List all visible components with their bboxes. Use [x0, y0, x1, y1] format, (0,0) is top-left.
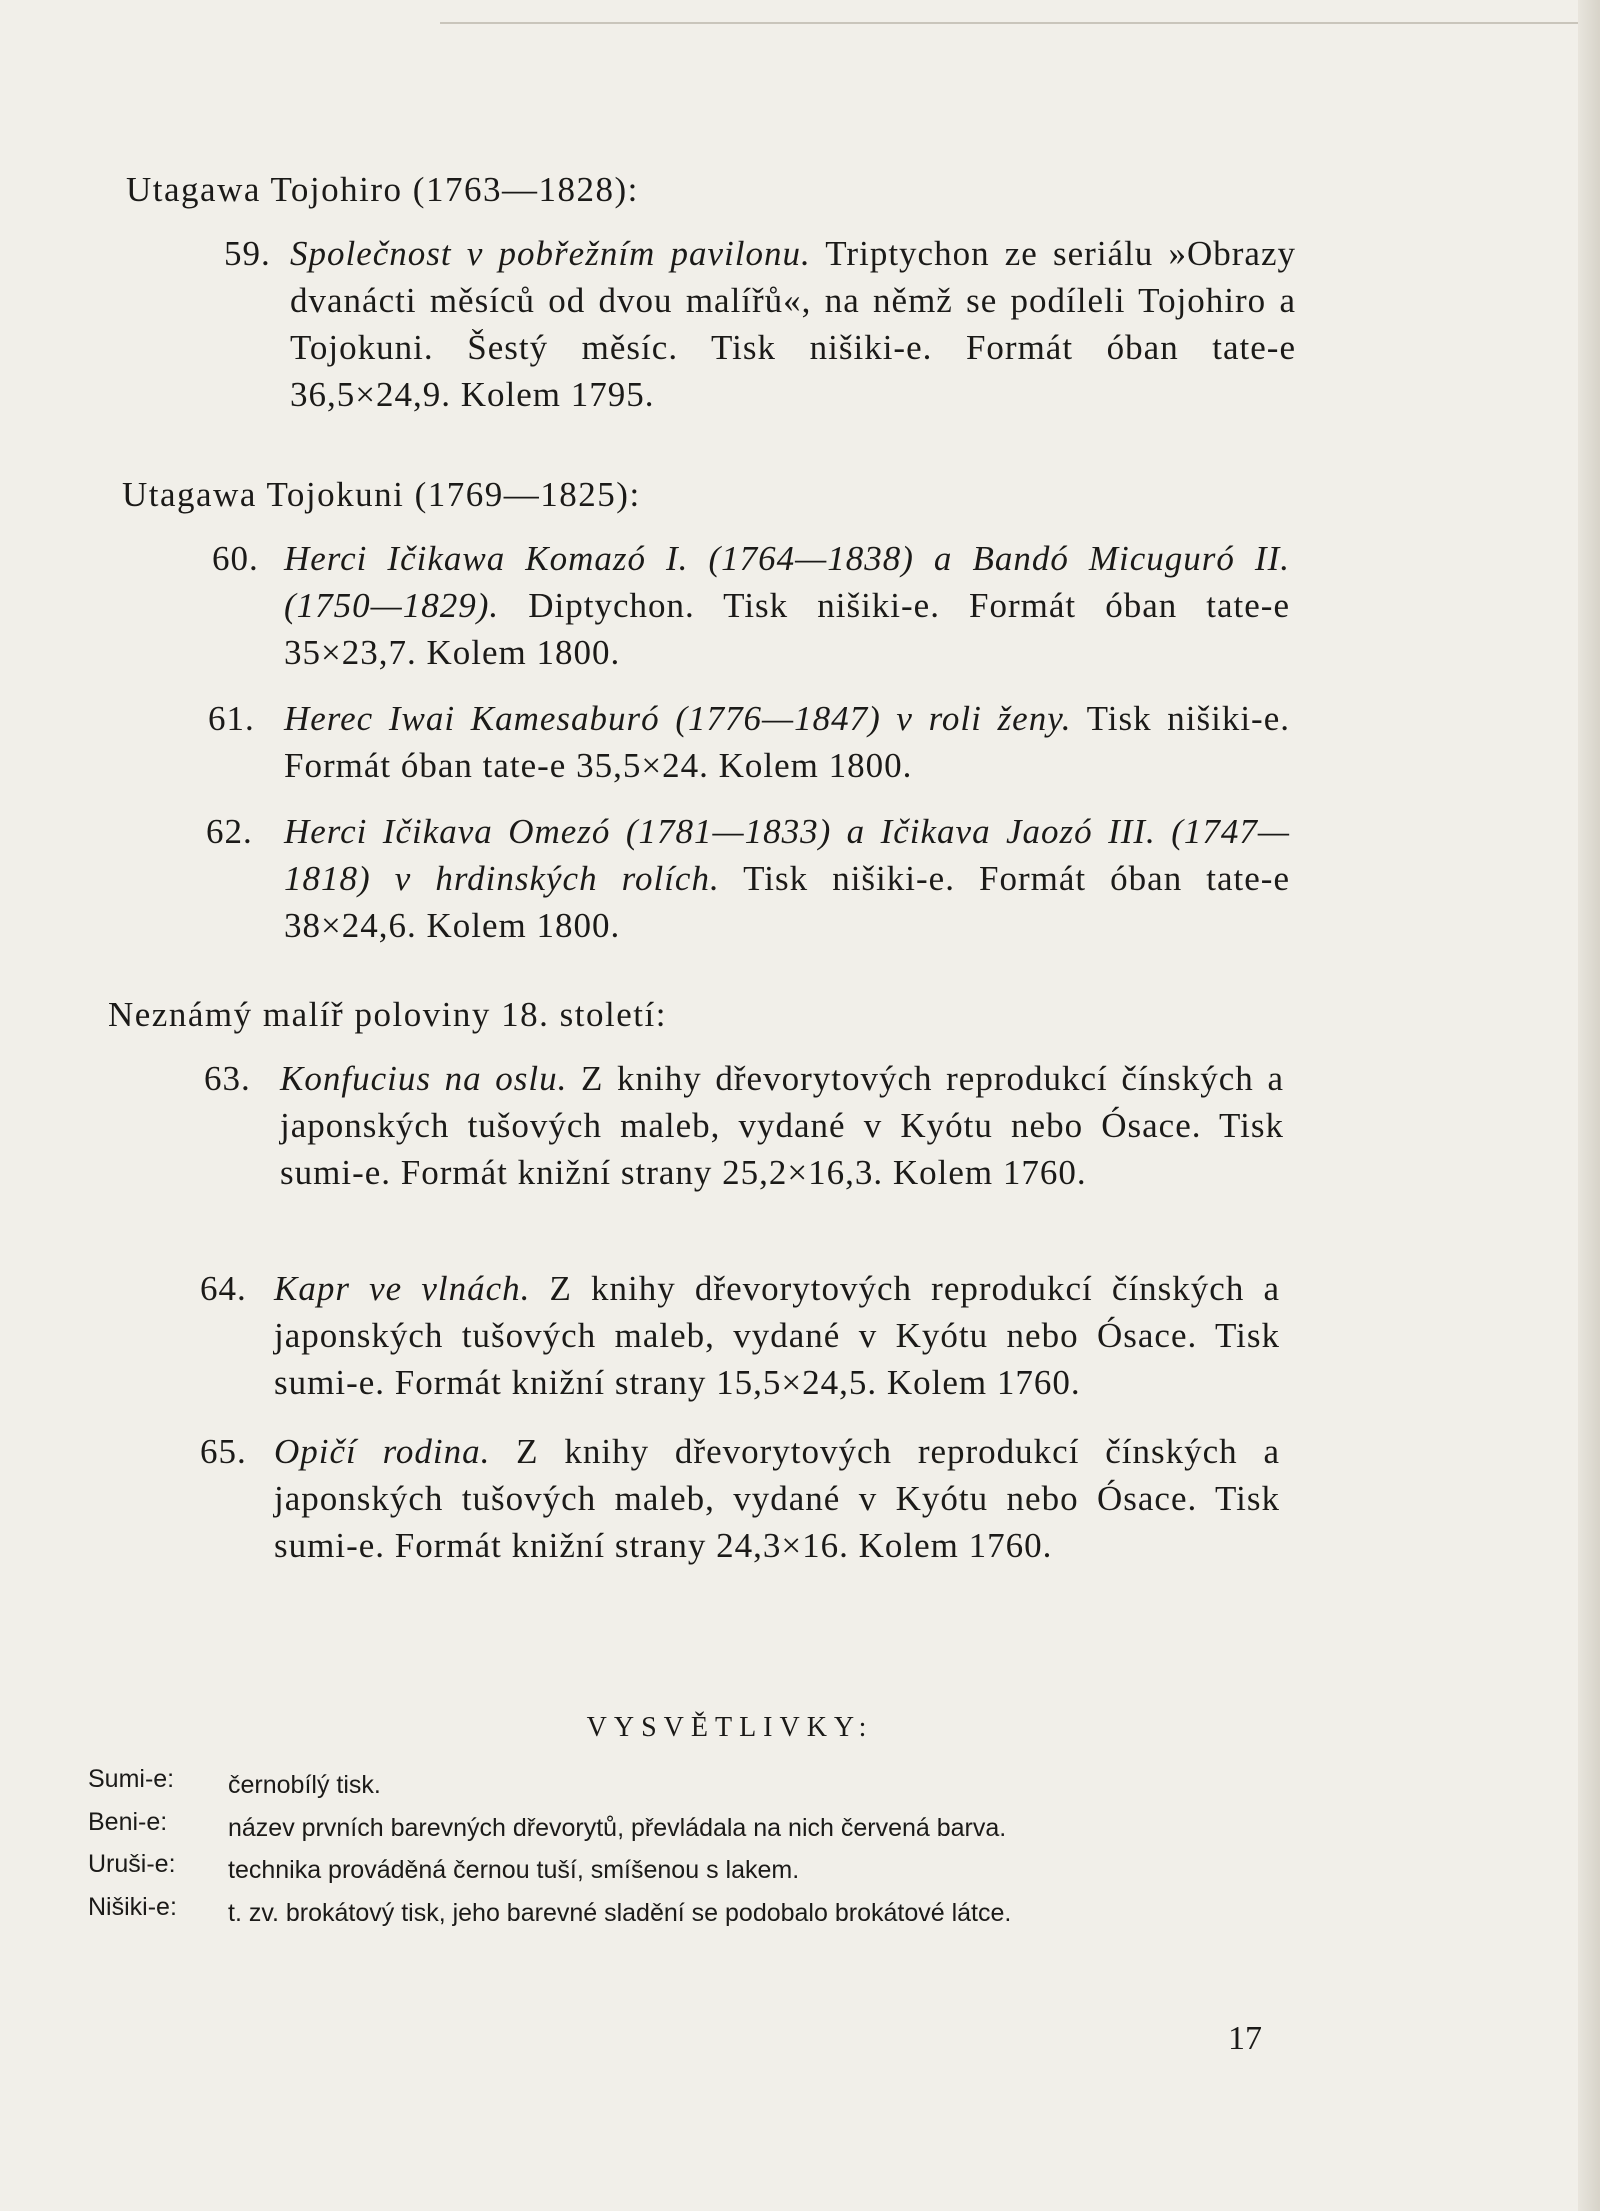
glossary-definition: název prvních barevných dřevorytů, převládala na nich červená barva. — [228, 1814, 1007, 1842]
entry-number: 65. — [200, 1432, 247, 1471]
artist-heading: Utagawa Tojohiro (1763—1828): — [126, 170, 639, 209]
entry-description: Z knihy dřevorytových reprodukcí čínských a japonských tušových maleb, vydané v Kyótu nebo Ósace. Tisk sumi-e. Formát knižní strany 24,3×16. Kolem 1760. — [274, 1432, 1280, 1565]
entry-text — [290, 230, 1296, 418]
entry-number: 59. — [224, 234, 271, 273]
glossary-definition: t. zv. brokátový tisk, jeho barevné sladění se podobalo brokátové látce. — [228, 1899, 1012, 1927]
page-edge-line — [440, 22, 1600, 24]
glossary-term: Nišiki-e: — [88, 1893, 177, 1921]
entry-description: Triptychon ze seriálu »Obrazy dvanácti měsíců od dvou malířů«, na němž se podíleli Tojohiro a Tojokuni. Šestý měsíc. Tisk nišiki-e. Formát óban tate-e 36,5×24,9. Kolem 1795. — [290, 234, 1296, 414]
entry-text — [274, 1428, 1280, 1569]
catalog-entry — [200, 1428, 1280, 1578]
entry-description: Z knihy dřevorytových reprodukcí čínských a japonských tušových maleb, vydané v Kyótu nebo Ósace. Tisk sumi-e. Formát knižní strany 15,5×24,5. Kolem 1760. — [274, 1269, 1281, 1402]
entry-description: Z knihy dřevorytových reprodukcí čínských a japonských tušových maleb, vydané v Kyótu nebo Ósace. Tisk sumi-e. Formát knižní strany 25,2×16,3. Kolem 1760. — [280, 1059, 1284, 1192]
entry-title: Konfucius na oslu. — [280, 1059, 568, 1098]
page-number: 17 — [1228, 2020, 1262, 2057]
entry-number: 62. — [206, 812, 253, 851]
entry-text — [284, 808, 1290, 949]
entry-number: 64. — [200, 1269, 247, 1308]
catalog-entry — [200, 1265, 1280, 1415]
entry-title: Herec Iwai Kamesaburó (1776—1847) v roli ženy. — [284, 699, 1072, 738]
glossary-heading: VYSVĚTLIVKY: — [586, 1712, 874, 1743]
catalog-entry — [224, 230, 1296, 430]
artist-heading: Utagawa Tojokuni (1769—1825): — [122, 475, 641, 514]
entry-description: Tisk nišiki-e. Formát óban tate-e 35,5×24. Kolem 1800. — [284, 699, 1290, 785]
catalog-entry — [206, 808, 1290, 958]
entry-number: 61. — [208, 699, 255, 738]
entry-text — [284, 535, 1290, 676]
entry-title: Společnost v pobřežním pavilonu. — [290, 234, 811, 273]
entry-description: Diptychon. Tisk nišiki-e. Formát óban tate-e 35×23,7. Kolem 1800. — [284, 586, 1290, 672]
entry-title: Opičí rodina. — [274, 1432, 491, 1471]
glossary-term: Uruši-e: — [88, 1850, 176, 1878]
entry-title: Herci Ičikava Omezó (1781—1833) a Ičikava Jaozó III. (1747—1818) v hrdinských rolích. — [284, 812, 1290, 898]
entry-text — [274, 1265, 1280, 1406]
glossary-definition: technika prováděná černou tuší, smíšenou s lakem. — [228, 1856, 800, 1884]
entry-number: 60. — [212, 539, 259, 578]
catalog-entry — [208, 695, 1290, 795]
entry-text — [284, 695, 1290, 789]
artist-heading: Neznámý malíř poloviny 18. století: — [108, 995, 667, 1034]
entry-number: 63. — [204, 1059, 251, 1098]
entry-title: Herci Ičikawa Komazó I. (1764—1838) a Bandó Micuguró II. (1750—1829). — [284, 539, 1290, 625]
catalog-entry — [204, 1055, 1284, 1255]
glossary-definition: černobílý tisk. — [228, 1771, 381, 1799]
catalog-entry — [212, 535, 1290, 685]
entry-title: Kapr ve vlnách. — [274, 1269, 531, 1308]
glossary-term: Sumi-e: — [88, 1765, 175, 1793]
glossary-term: Beni-e: — [88, 1808, 168, 1836]
entry-description: Tisk nišiki-e. Formát óban tate-e 38×24,6. Kolem 1800. — [284, 859, 1290, 945]
page-edge-shadow — [1578, 0, 1600, 2211]
entry-text — [280, 1055, 1284, 1196]
